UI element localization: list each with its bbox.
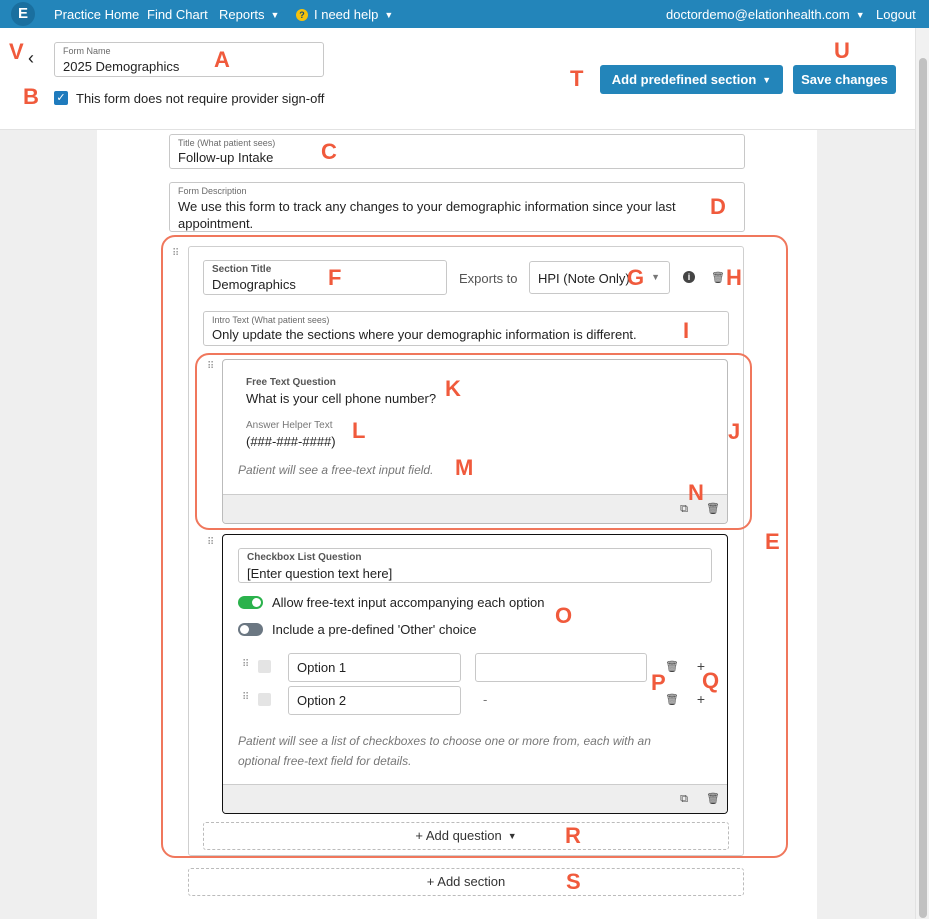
help-icon: ? [296, 9, 308, 21]
annotation-label: U [834, 38, 850, 63]
option-label-input[interactable]: Option 2 [288, 686, 461, 715]
annotation-label: L [352, 418, 366, 443]
annotation-label: O [555, 603, 573, 628]
form-description-field[interactable] [169, 182, 745, 232]
annotation-label: B [23, 84, 39, 109]
option-drag-handle-icon[interactable]: ⠿ [242, 692, 249, 703]
nav-practice-home[interactable]: Practice Home [54, 7, 140, 22]
form-description-value: We use this form to track any changes to your demographic information since your last appointment. [178, 199, 676, 231]
chevron-down-icon: ▼ [270, 10, 280, 20]
option-detail-placeholder: - [483, 692, 488, 707]
chevron-down-icon: ▼ [507, 831, 517, 841]
page-scrollbar[interactable] [915, 28, 929, 919]
annotation-label: R [565, 823, 581, 848]
annotation-label: I [683, 318, 690, 343]
scrollbar-thumb[interactable] [919, 58, 927, 918]
form-title-label: Title (What patient sees) [178, 138, 276, 148]
annotation-label: A [214, 47, 230, 72]
back-arrow-icon[interactable]: ‹ [28, 48, 34, 68]
add-section-button[interactable] [188, 868, 744, 896]
plus-icon: + [415, 828, 426, 843]
question-drag-handle-icon[interactable]: ⠿ [207, 361, 214, 372]
duplicate-icon[interactable]: ⧉ [680, 793, 688, 805]
section-drag-handle-icon[interactable]: ⠿ [172, 248, 179, 259]
annotation-label: T [570, 66, 584, 91]
option-label-input[interactable]: Option 1 [288, 653, 461, 682]
form-name-field[interactable] [54, 42, 324, 77]
signoff-label: This form does not require provider sign-off [76, 91, 325, 106]
chevron-down-icon: ▼ [651, 272, 660, 282]
annotation-label: H [726, 265, 742, 290]
annotation-label: E [765, 529, 780, 554]
question-text: [Enter question text here] [247, 566, 393, 581]
form-name-value: 2025 Demographics [63, 59, 180, 74]
add-option-icon[interactable]: + [696, 691, 706, 707]
form-title-field[interactable] [169, 134, 745, 169]
question-type-label: Checkbox List Question [247, 552, 362, 563]
chevron-down-icon: ▼ [855, 10, 865, 20]
question-text[interactable]: What is your cell phone number? [246, 391, 437, 406]
form-description-label: Form Description [178, 186, 247, 196]
chevron-down-icon: ▼ [384, 10, 394, 20]
annotation-box-section [161, 235, 788, 858]
annotation-label: Q [702, 668, 720, 693]
nav-reports-label: Reports [219, 7, 265, 22]
question-preview-note: Patient will see a free-text input field. [238, 463, 434, 477]
option-drag-handle-icon[interactable]: ⠿ [242, 659, 249, 670]
info-icon[interactable]: i [683, 271, 695, 283]
annotation-label: D [710, 194, 726, 219]
option-trash-icon[interactable]: 🗑 [665, 661, 679, 673]
nav-user-label: doctordemo@elationhealth.com [666, 7, 850, 22]
exports-to-label: Exports to [459, 271, 518, 286]
annotation-label: J [728, 419, 741, 444]
helper-text-label: Answer Helper Text [246, 420, 333, 431]
helper-text-value[interactable]: (###-###-####) [246, 434, 336, 449]
section-title-value: Demographics [212, 277, 296, 292]
annotation-label: F [328, 265, 342, 290]
nav-help[interactable] [296, 7, 393, 22]
save-changes-button[interactable]: Save changes [793, 65, 896, 94]
question-type-label: Free Text Question [246, 377, 336, 388]
top-nav [0, 0, 929, 28]
add-section-label: Add section [437, 874, 506, 889]
delete-section-trash-icon[interactable]: 🗑 [711, 272, 725, 284]
nav-logout[interactable]: Logout [876, 7, 916, 22]
form-name-label: Form Name [63, 46, 111, 56]
trash-icon[interactable]: 🗑 [706, 503, 720, 515]
nav-help-label: I need help [314, 7, 379, 22]
chevron-down-icon: ▼ [762, 75, 772, 85]
question-preview-note: Patient will see a list of checkboxes to choose one or more from, each with an optional free-text field for details. [238, 734, 651, 768]
annotation-label: V [9, 39, 24, 64]
elation-logo[interactable]: E [11, 2, 35, 26]
add-option-icon[interactable]: + [696, 658, 706, 674]
nav-reports[interactable] [219, 7, 279, 22]
free-text-toggle-label: Allow free-text input accompanying each option [272, 595, 545, 610]
nav-user-menu[interactable] [666, 7, 865, 22]
annotation-label: S [566, 869, 581, 894]
option-trash-icon[interactable]: 🗑 [665, 694, 679, 706]
annotation-label: G [627, 265, 645, 290]
annotation-label: K [445, 376, 461, 401]
form-title-value: Follow-up Intake [178, 150, 274, 165]
other-choice-toggle-label: Include a pre-defined 'Other' choice [272, 622, 477, 637]
annotation-box-question [195, 353, 752, 530]
annotation-label: P [651, 670, 666, 695]
nav-find-chart[interactable]: Find Chart [147, 7, 208, 22]
intro-text-value: Only update the sections where your demographic information is different. [212, 327, 637, 342]
annotation-label: C [321, 139, 337, 164]
plus-icon: + [426, 874, 438, 889]
section-title-label: Section Title [212, 264, 272, 275]
question-drag-handle-icon[interactable]: ⠿ [207, 537, 214, 548]
add-predefined-section-button[interactable] [600, 65, 783, 94]
add-question-label: Add question [425, 828, 502, 843]
duplicate-icon[interactable]: ⧉ [680, 503, 688, 515]
exports-to-value: HPI (Note Only) [538, 271, 630, 286]
add-predefined-label: Add predefined section [611, 72, 757, 87]
annotation-label: N [688, 480, 704, 505]
trash-icon[interactable]: 🗑 [706, 793, 720, 805]
signoff-checkbox[interactable]: ✓ [54, 91, 68, 105]
annotation-label: M [455, 455, 474, 480]
intro-text-label: Intro Text (What patient sees) [212, 315, 330, 325]
